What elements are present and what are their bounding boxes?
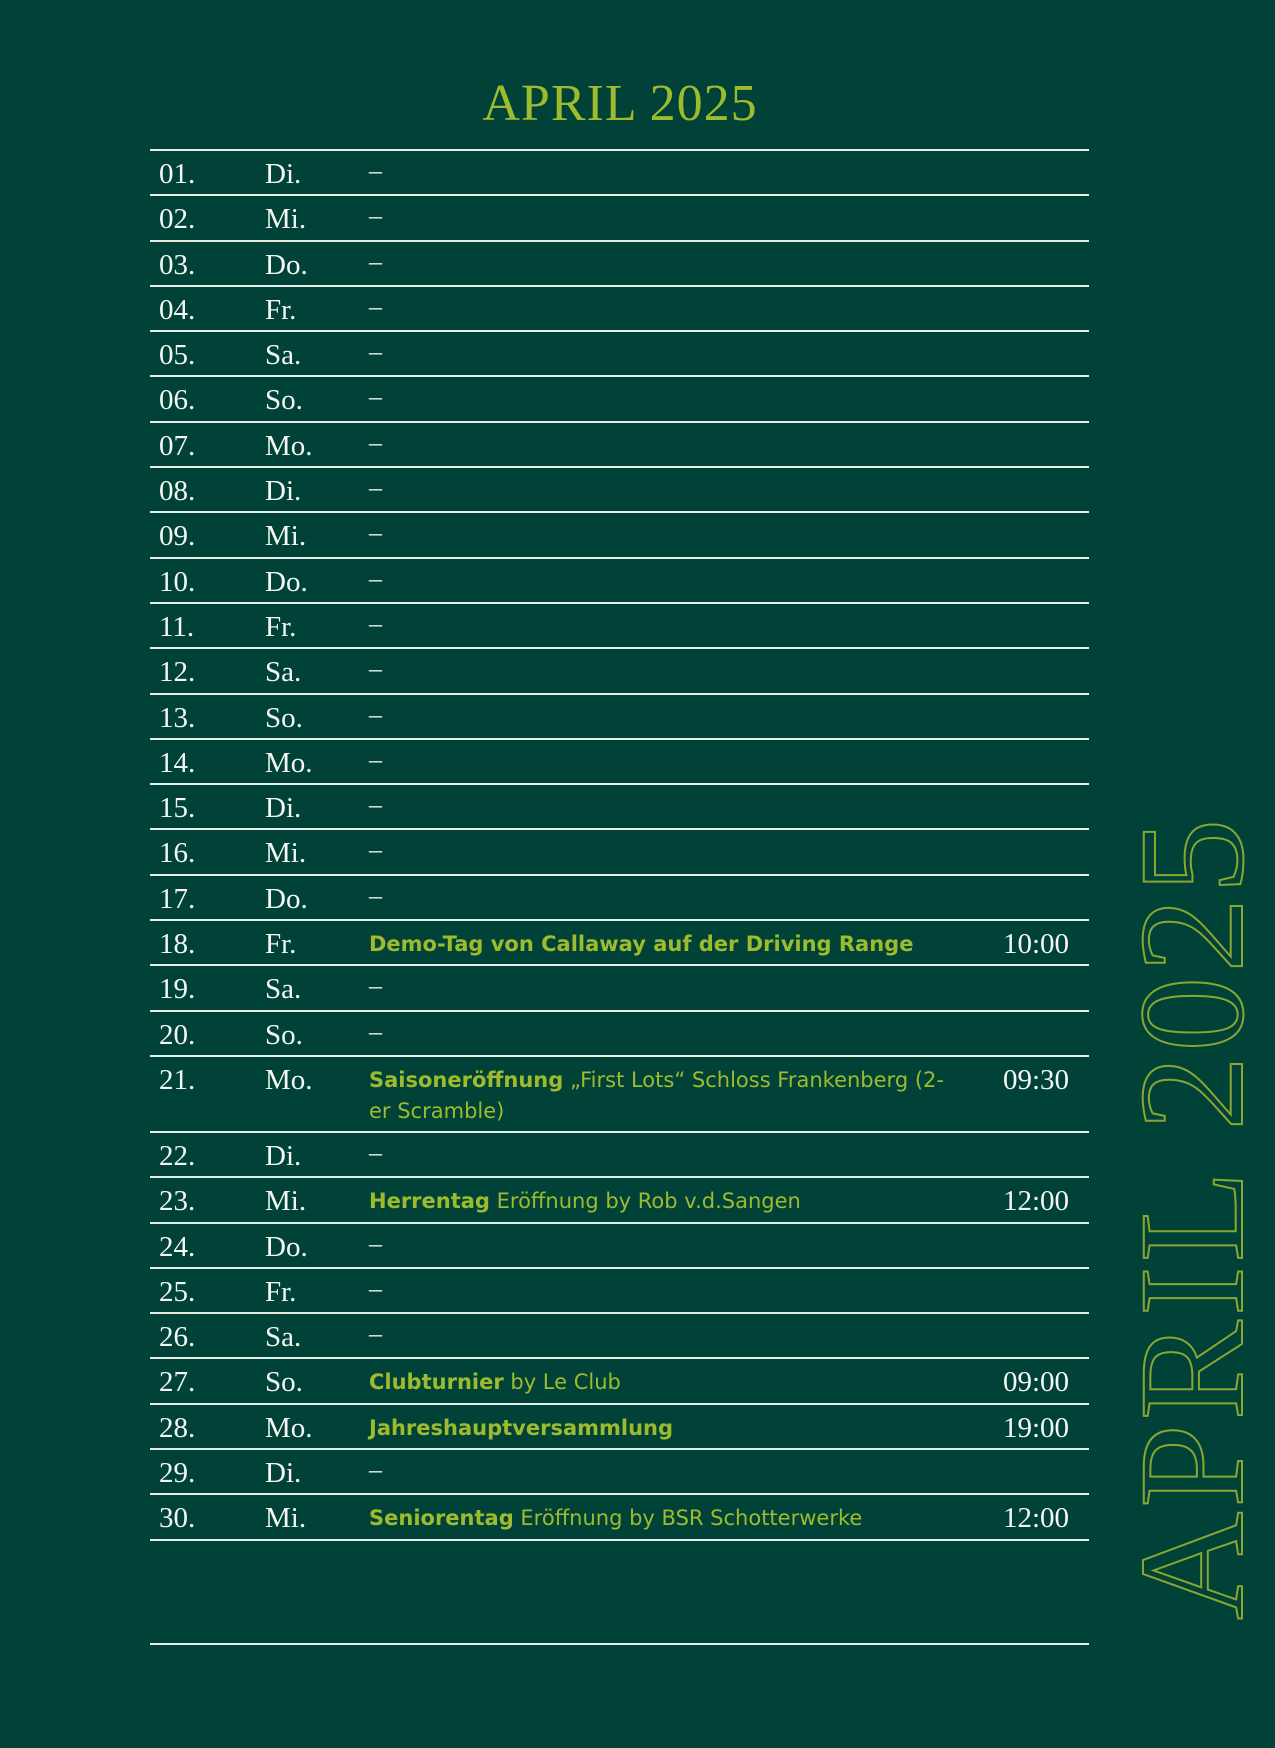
weekday: Sa. [265,656,302,689]
event-detail: – [369,427,382,457]
event-text [369,1016,959,1047]
weekday: Fr. [265,928,297,961]
weekday: Fr. [265,610,297,643]
event-detail: – [369,971,382,1001]
day-number: 22. [159,1139,196,1172]
weekday: Di. [265,1139,302,1172]
event-text [369,1137,959,1168]
event-text [369,155,959,186]
event-text [369,834,959,865]
weekday: Di. [265,158,302,190]
day-row [150,377,1089,422]
event-detail: – [369,473,382,503]
day-row [150,785,1089,830]
day-number: 08. [159,475,196,508]
weekday: Fr. [265,1275,297,1308]
event-detail: – [369,337,382,367]
event-detail: Eröffnung by Rob v.d.Sangen [489,1189,801,1214]
day-number: 01. [159,158,196,190]
weekday: Sa. [265,973,302,1006]
event-text [369,653,959,684]
event-detail: – [369,201,382,231]
event-text [369,1367,959,1398]
day-number: 20. [159,1018,196,1051]
day-number: 21. [159,1063,196,1096]
day-row [150,649,1089,694]
event-detail: Eröffnung by BSR Schotterwerke [513,1506,863,1531]
day-row [150,196,1089,241]
event-text [369,381,959,412]
event-text [369,789,959,820]
event-text [369,608,959,639]
day-number: 24. [159,1230,196,1263]
weekday: Sa. [265,1321,302,1354]
day-row [150,695,1089,740]
event-text [369,517,959,548]
event-detail: – [369,790,382,820]
event-text [369,200,959,231]
event-time: 09:30 [1002,1063,1069,1096]
weekday: So. [265,1366,303,1399]
event-detail: – [369,744,382,774]
day-number: 12. [159,656,196,689]
day-number: 04. [159,293,196,326]
event-time: 12:00 [1002,1502,1069,1535]
event-time: 10:00 [1002,928,1069,961]
day-row [150,559,1089,604]
event-detail: – [369,1273,382,1303]
event-detail: by Le Club [503,1370,621,1395]
day-number: 27. [159,1366,196,1399]
day-number: 13. [159,701,196,734]
day-number: 23. [159,1185,196,1218]
day-row [150,242,1089,287]
day-row [150,1405,1089,1450]
day-number: 07. [159,429,196,462]
event-detail: – [369,835,382,865]
event-detail: – [369,518,382,548]
event-text [369,1065,959,1127]
weekday: So. [265,1018,303,1051]
day-number: 14. [159,746,196,779]
weekday: Fr. [265,293,297,326]
day-row [150,468,1089,513]
event-text [369,744,959,775]
event-detail: – [369,699,382,729]
event-time: 12:00 [1002,1185,1069,1218]
event-text [369,246,959,277]
event-detail: – [369,291,382,321]
event-text [369,970,959,1001]
weekday: Do. [265,882,308,915]
day-number: 16. [159,837,196,870]
day-number: 19. [159,973,196,1006]
event-detail: – [369,246,382,276]
event-text [369,1318,959,1349]
day-number: 15. [159,792,196,825]
day-table [150,149,1089,1541]
day-number: 26. [159,1321,196,1354]
event-title: Jahreshauptversammlung [369,1415,674,1440]
side-decor-text: APRIL 2025 [1109,814,1275,1620]
day-row [150,423,1089,468]
day-row [150,830,1089,875]
weekday: Mo. [265,1411,313,1444]
day-row [150,966,1089,1011]
event-title: Demo-Tag von Callaway auf der Driving Range [369,932,914,957]
event-detail: – [369,654,382,684]
weekday: Mo. [265,1063,313,1096]
event-text [369,1273,959,1304]
weekday: Mi. [265,520,307,553]
event-detail: – [369,608,382,638]
day-row [150,1224,1089,1269]
day-number: 30. [159,1502,196,1535]
weekday: Mo. [265,429,313,462]
weekday: Di. [265,792,302,825]
day-row [150,332,1089,377]
day-number: 10. [159,565,196,598]
weekday: Do. [265,565,308,598]
event-detail: – [369,563,382,593]
day-row [150,921,1089,966]
day-row [150,1314,1089,1359]
day-number: 25. [159,1275,196,1308]
weekday: So. [265,701,303,734]
day-row [150,740,1089,785]
day-number: 03. [159,248,196,281]
divider [150,1643,1089,1645]
day-row [150,1178,1089,1223]
event-time: 19:00 [1002,1411,1069,1444]
day-number: 18. [159,928,196,961]
weekday: Mi. [265,1185,307,1218]
event-text [369,472,959,503]
event-text [369,563,959,594]
day-row [150,1269,1089,1314]
event-text [369,291,959,322]
day-number: 28. [159,1411,196,1444]
event-title: Saisoneröffnung [369,1067,564,1092]
day-row [150,876,1089,921]
weekday: Mi. [265,203,307,236]
day-number: 05. [159,339,196,372]
day-row [150,1450,1089,1495]
event-detail: – [369,880,382,910]
weekday: Mo. [265,746,313,779]
event-text [369,929,959,960]
event-detail: – [369,382,382,412]
event-title: Herrentag [369,1189,490,1214]
day-row [150,604,1089,649]
event-detail: – [369,156,382,185]
day-row [150,1133,1089,1178]
day-row [150,513,1089,558]
weekday: Di. [265,1457,302,1490]
day-number: 17. [159,882,196,915]
weekday: Mi. [265,837,307,870]
event-detail: – [369,1319,382,1349]
event-text [369,1186,959,1217]
day-row [150,1495,1089,1540]
day-number: 29. [159,1457,196,1490]
event-text [369,1454,959,1485]
day-number: 06. [159,384,196,417]
event-text [369,1228,959,1259]
event-text [369,1503,959,1534]
event-text [369,880,959,911]
day-number: 09. [159,520,196,553]
event-detail: – [369,1016,382,1046]
weekday: Sa. [265,339,302,372]
event-title: Seniorentag [369,1506,514,1531]
day-row [150,1057,1089,1133]
weekday: Do. [265,248,308,281]
day-number: 11. [159,610,195,643]
weekday: Di. [265,475,302,508]
event-title: Clubturnier [369,1370,504,1395]
event-detail: – [369,1137,382,1167]
day-row [150,1012,1089,1057]
event-text [369,336,959,367]
event-text [369,427,959,458]
event-detail: – [369,1455,382,1485]
event-text [369,1413,959,1444]
day-number: 02. [159,203,196,236]
day-row [150,1359,1089,1404]
page-title: APRIL 2025 [482,75,758,132]
event-detail: – [369,1228,382,1258]
day-row [150,287,1089,332]
weekday: So. [265,384,303,417]
weekday: Mi. [265,1502,307,1535]
event-text [369,699,959,730]
weekday: Do. [265,1230,308,1263]
event-time: 09:00 [1002,1366,1069,1399]
event-detail: „First Lots“ Schloss Frankenberg (2-er Scramble) [369,1067,944,1123]
day-row [150,151,1089,196]
